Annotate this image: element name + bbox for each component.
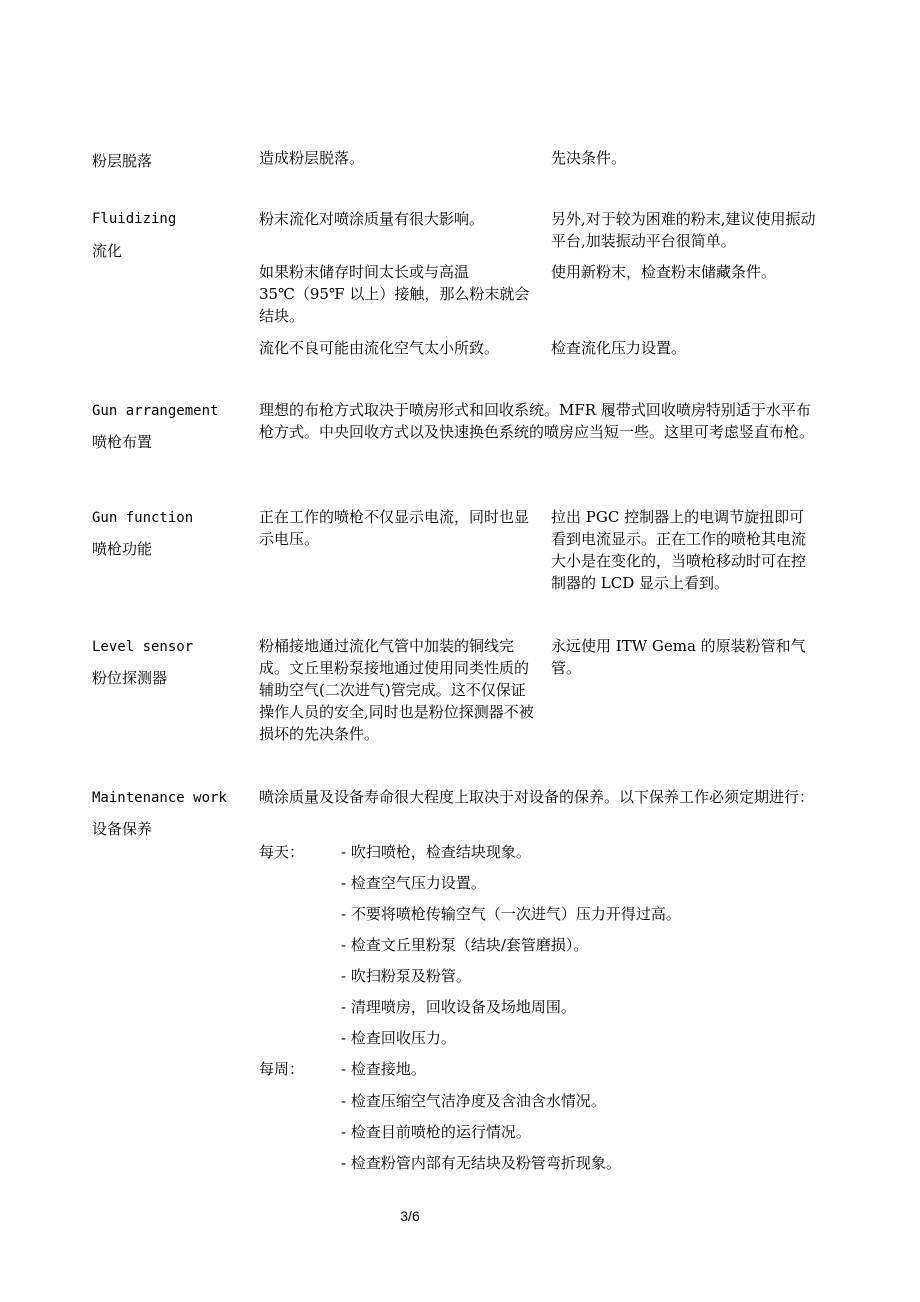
maintenance-weekly-label: 每周： [259, 1060, 305, 1078]
maintenance-daily-item-6: - 清理喷房，回收设备及场地周围。 [341, 998, 576, 1016]
level-sensor-description: 粉桶接地通过流化气管中加装的铜线完成。文丘里粉泵接地通过使用同类性质的辅助空气(二次进气)管完成。这不仅保证操作人员的安全,同时也是粉位探测器不被损坏的先决条件。 [259, 637, 534, 743]
label-maintenance-cn: 设备保养 [92, 820, 153, 838]
gun-function-description: 正在工作的喷枪不仅显示电流，同时也显示电压。 [259, 508, 530, 548]
powder-peeling-remedy: 先决条件。 [551, 149, 627, 167]
label-fluidizing-cn: 流化 [92, 242, 123, 260]
gun-function-remedy: 拉出 PGC 控制器上的电调节旋扭即可看到电流显示。正在工作的喷枪其电流大小是在变化的，当喷枪移动时可在控制器的 LCD 显示上看到。 [551, 508, 807, 592]
maintenance-weekly-item-1: - 检查接地。 [341, 1060, 426, 1078]
maintenance-daily-item-4: - 检查文丘里粉泵（结块/套管磨损）。 [341, 936, 589, 954]
gun-arrangement-description: 理想的布枪方式取决于喷房形式和回收系统。MFR 履带式回收喷房特别适于水平布枪方式。中央回收方式以及快速换色系统的喷房应当短一些。这里可考虑竖直布枪。 [259, 401, 815, 441]
level-sensor-remedy: 永远使用 ITW Gema 的原装粉管和气管。 [551, 637, 806, 677]
maintenance-daily-item-2: - 检查空气压力设置。 [341, 874, 486, 892]
maintenance-weekly-item-2: - 检查压缩空气洁净度及含油含水情况。 [341, 1092, 606, 1110]
powder-peeling-description: 造成粉层脱落。 [259, 149, 365, 167]
maintenance-daily-item-5: - 吹扫粉泵及粉管。 [341, 967, 471, 985]
label-gun-function-en: Gun function [92, 510, 194, 526]
maintenance-daily-item-1: - 吹扫喷枪，检查结块现象。 [341, 843, 531, 861]
maintenance-weekly-item-3: - 检查目前喷枪的运行情况。 [341, 1123, 531, 1141]
maintenance-weekly-item-4: - 检查粉管内部有无结块及粉管弯折现象。 [341, 1154, 621, 1172]
fluidizing-cause-2: 如果粉末储存时间太长或与高温 35℃（95℉ 以上）接触，那么粉末就会结块。 [259, 263, 530, 325]
label-gun-arrangement-cn: 喷枪布置 [92, 433, 153, 451]
fluidizing-cause-1: 粉末流化对喷涂质量有很大影响。 [259, 210, 485, 228]
label-gun-function-cn: 喷枪功能 [92, 540, 153, 558]
label-level-sensor-en: Level sensor [92, 639, 194, 655]
maintenance-daily-label: 每天： [259, 843, 305, 861]
label-powder-peeling-cn: 粉层脱落 [92, 152, 153, 170]
label-fluidizing-en: Fluidizing [92, 211, 177, 227]
label-gun-arrangement-en: Gun arrangement [92, 403, 219, 419]
fluidizing-cause-3: 流化不良可能由流化空气太小所致。 [259, 339, 500, 357]
fluidizing-remedy-1: 另外,对于较为困难的粉末,建议使用振动平台,加装振动平台很简单。 [551, 210, 816, 250]
label-level-sensor-cn: 粉位探测器 [92, 669, 168, 687]
maintenance-daily-item-7: - 检查回收压力。 [341, 1029, 456, 1047]
page-number: 3/6 [400, 1208, 420, 1224]
maintenance-daily-item-3: - 不要将喷枪传输空气（一次进气）压力开得过高。 [341, 905, 681, 923]
fluidizing-remedy-3: 检查流化压力设置。 [551, 339, 687, 357]
maintenance-intro: 喷涂质量及设备寿命很大程度上取决于对设备的保养。以下保养工作必须定期进行： [259, 788, 815, 806]
fluidizing-remedy-2: 使用新粉末，检查粉末储藏条件。 [551, 263, 777, 281]
label-maintenance-en: Maintenance work [92, 790, 227, 806]
